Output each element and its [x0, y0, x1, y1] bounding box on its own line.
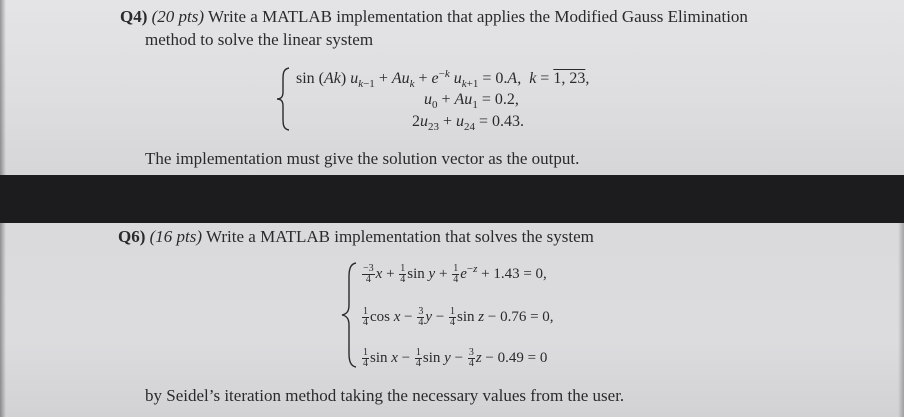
q4-prompt-line1: Write a MATLAB implementation that applies the Modified Gauss Elimination	[208, 7, 748, 26]
q6-heading-line	[118, 227, 594, 247]
q4-system-brace	[275, 66, 293, 132]
q6-equation-2: $\frac{1}{4}$ cos x − $\frac{3}{4}$ y − $\frac{1}{4}$ sin z − 0.76 = 0,	[363, 306, 554, 328]
question-6-sheet	[0, 223, 904, 417]
q6-system-brace	[340, 261, 360, 369]
q6-equation-3: $\frac{1}{4}$ sin x − $\frac{1}{4}$ sin y − $\frac{3}{4}$ z − 0.49 = 0	[363, 347, 548, 369]
page-divider	[0, 175, 904, 223]
paper-edge-shadow	[0, 0, 6, 175]
q4-equation-1: sin (Ak) $u_{k-1} + Au_k + e^{-k}$ $u_{k+1} = 0.A$, k = 1, 23,	[296, 68, 590, 90]
q4-heading-line	[120, 7, 748, 27]
q4-points: (20 pts)	[151, 7, 205, 26]
q4-equation-2: $u_0 + Au_1 = 0.2$,	[424, 91, 519, 111]
q6-number: Q6)	[118, 227, 146, 246]
q4-prompt-line2: method to solve the linear system	[145, 30, 374, 49]
q6-equation-1: $\frac{-3}{4}$ x + $\frac{1}{4}$ sin y + $\frac{1}{4}$ $e^{-z} + 1.43 = 0$,	[363, 263, 547, 286]
q6-prompt: Write a MATLAB implementation that solves the system	[206, 227, 594, 246]
paper-edge-shadow	[0, 223, 6, 417]
q6-points: (16 pts)	[149, 227, 203, 246]
q4-number: Q4)	[120, 7, 148, 26]
question-4-sheet	[0, 0, 904, 175]
paper-edge-shadow-right	[898, 223, 904, 417]
q4-equation-3: $2u_{23} + u_{24} = 0.43$.	[412, 113, 525, 133]
q4-footer: The implementation must give the solution vector as the output.	[145, 149, 580, 168]
q6-footer: by Seidel’s iteration method taking the necessary values from the user.	[145, 386, 625, 405]
